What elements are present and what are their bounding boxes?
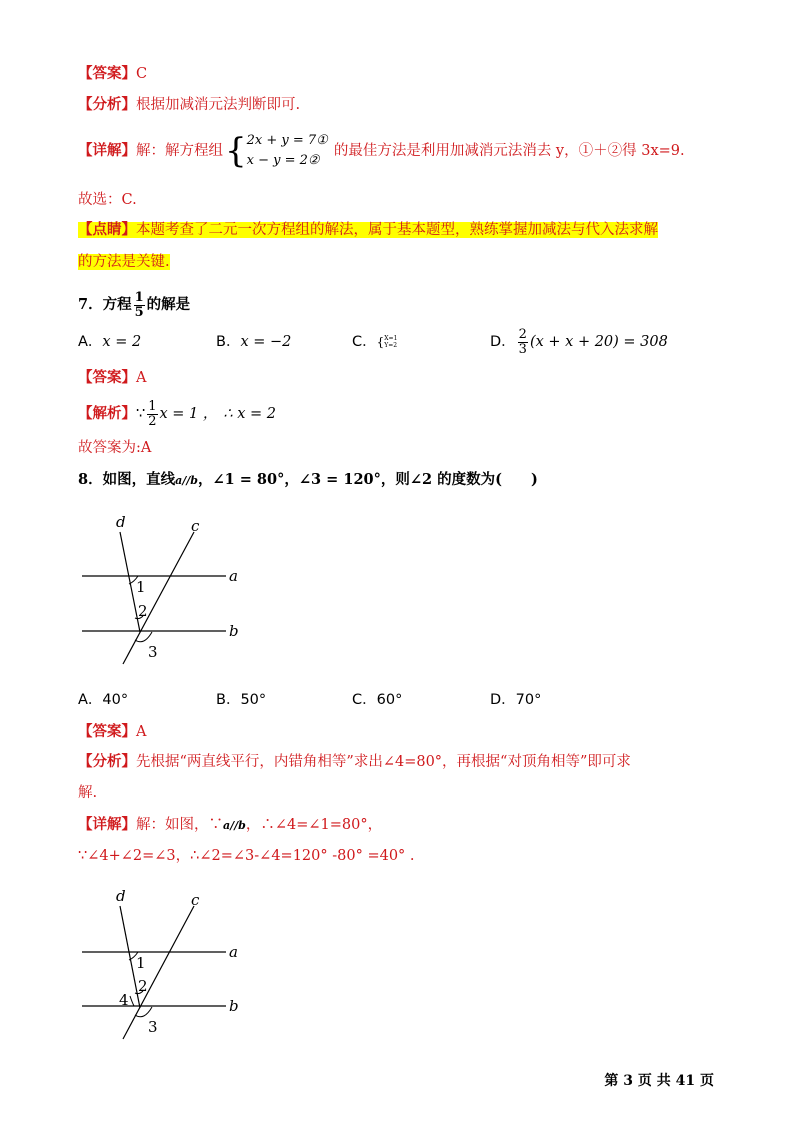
detail-post: 的最佳方法是利用加减消元法消去 y，①＋②得 3x=9. bbox=[333, 143, 685, 159]
q7-stem bbox=[78, 290, 190, 320]
label-a: a bbox=[229, 567, 238, 585]
q8-analysis-line1: 【分析】先根据“两直线平行，内错角相等”求出∠4=80°，再根据“对顶角相等”即可求 bbox=[78, 753, 631, 770]
q8-option-c[interactable]: C．60° bbox=[352, 692, 403, 708]
label-angle-3: 3 bbox=[148, 1018, 158, 1036]
label-angle-2: 2 bbox=[138, 977, 148, 995]
comment-text-1: 本题考查了二元一次方程组的解法，属于基本题型，熟练掌握加减法与代入法求解 bbox=[136, 222, 658, 238]
q7-answer-line: 【答案】A bbox=[78, 369, 147, 386]
q8-figure bbox=[78, 512, 278, 672]
q7-fraction: $\frac{1}{5}$ bbox=[134, 289, 144, 320]
label-c: c bbox=[191, 517, 200, 535]
q6-answer-line bbox=[78, 64, 147, 84]
equation-2: x − y = 2② bbox=[246, 153, 320, 168]
q8-solution-figure bbox=[78, 884, 278, 1044]
q7-stem-post: 的解是 bbox=[146, 296, 191, 313]
q7-explain-line: 【解析】 ∵ $\frac{1}{2}$ x = 1 ， ∴ x = 2 bbox=[78, 398, 277, 429]
label-b: b bbox=[229, 997, 239, 1015]
q7-option-c[interactable]: C． { X=1 Y=2 bbox=[352, 334, 398, 350]
q8-option-d[interactable]: D．70° bbox=[490, 692, 542, 708]
analysis-tag: 【分析】 bbox=[78, 96, 136, 113]
equation-system: { 2x + y = 7① x − y = 2② bbox=[225, 131, 328, 171]
label-d: d bbox=[116, 887, 126, 905]
q7-conclusion: 故答案为:A bbox=[78, 440, 152, 456]
q8-detail-line1: 【详解】解：如图，∵a//b，∴∠4=∠1=80°， bbox=[78, 816, 383, 833]
page-footer: 第 3 页 共 41 页 bbox=[604, 1073, 714, 1089]
label-c: c bbox=[191, 891, 200, 909]
comment-text-2: 的方法是关键. bbox=[78, 254, 170, 270]
q8-stem: 8．如图，直线a//b，∠1 = 80°，∠3 = 120°，则∠2 的度数为( ) bbox=[78, 471, 538, 488]
q7-option-d[interactable]: D． $\frac{2}{3}$ (x + x + 20) = 308 bbox=[490, 326, 668, 357]
q8-option-a[interactable]: A．40° bbox=[78, 692, 129, 708]
label-angle-4: 4 bbox=[119, 991, 129, 1009]
comment-tag: 【点睛】 bbox=[78, 221, 136, 238]
q7-stem-pre: 7．方程 bbox=[78, 296, 132, 313]
q8-answer-line: 【答案】A bbox=[78, 723, 147, 740]
q6-detail-line bbox=[78, 131, 685, 171]
label-angle-2: 2 bbox=[138, 602, 148, 620]
q8-option-b[interactable]: B．50° bbox=[216, 692, 267, 708]
detail-pre: 解：解方程组 bbox=[136, 143, 223, 159]
answer-value: C bbox=[136, 66, 148, 82]
q6-conclusion: 故选：C. bbox=[78, 192, 137, 208]
q8-analysis-line2: 解. bbox=[78, 785, 98, 801]
q7-option-b[interactable]: B．x = −2 bbox=[216, 334, 292, 350]
detail-tag: 【详解】 bbox=[78, 142, 136, 159]
q6-comment-line1 bbox=[78, 220, 658, 240]
label-angle-1: 1 bbox=[136, 578, 146, 596]
label-angle-3: 3 bbox=[148, 643, 158, 661]
label-d: d bbox=[116, 513, 126, 531]
q8-detail-line2: ∵∠4+∠2=∠3，∴∠2=∠3-∠4=120° -80° =40° . bbox=[78, 848, 415, 864]
label-b: b bbox=[229, 622, 239, 640]
q7-option-a[interactable]: A．x = 2 bbox=[78, 334, 142, 350]
q6-analysis-line bbox=[78, 95, 300, 115]
label-angle-1: 1 bbox=[136, 954, 146, 972]
equation-1: 2x + y = 7① bbox=[246, 133, 328, 148]
analysis-text: 根据加减消元法判断即可. bbox=[136, 97, 301, 113]
q6-comment-line2 bbox=[78, 252, 170, 272]
answer-tag: 【答案】 bbox=[78, 65, 136, 82]
label-a: a bbox=[229, 943, 238, 961]
